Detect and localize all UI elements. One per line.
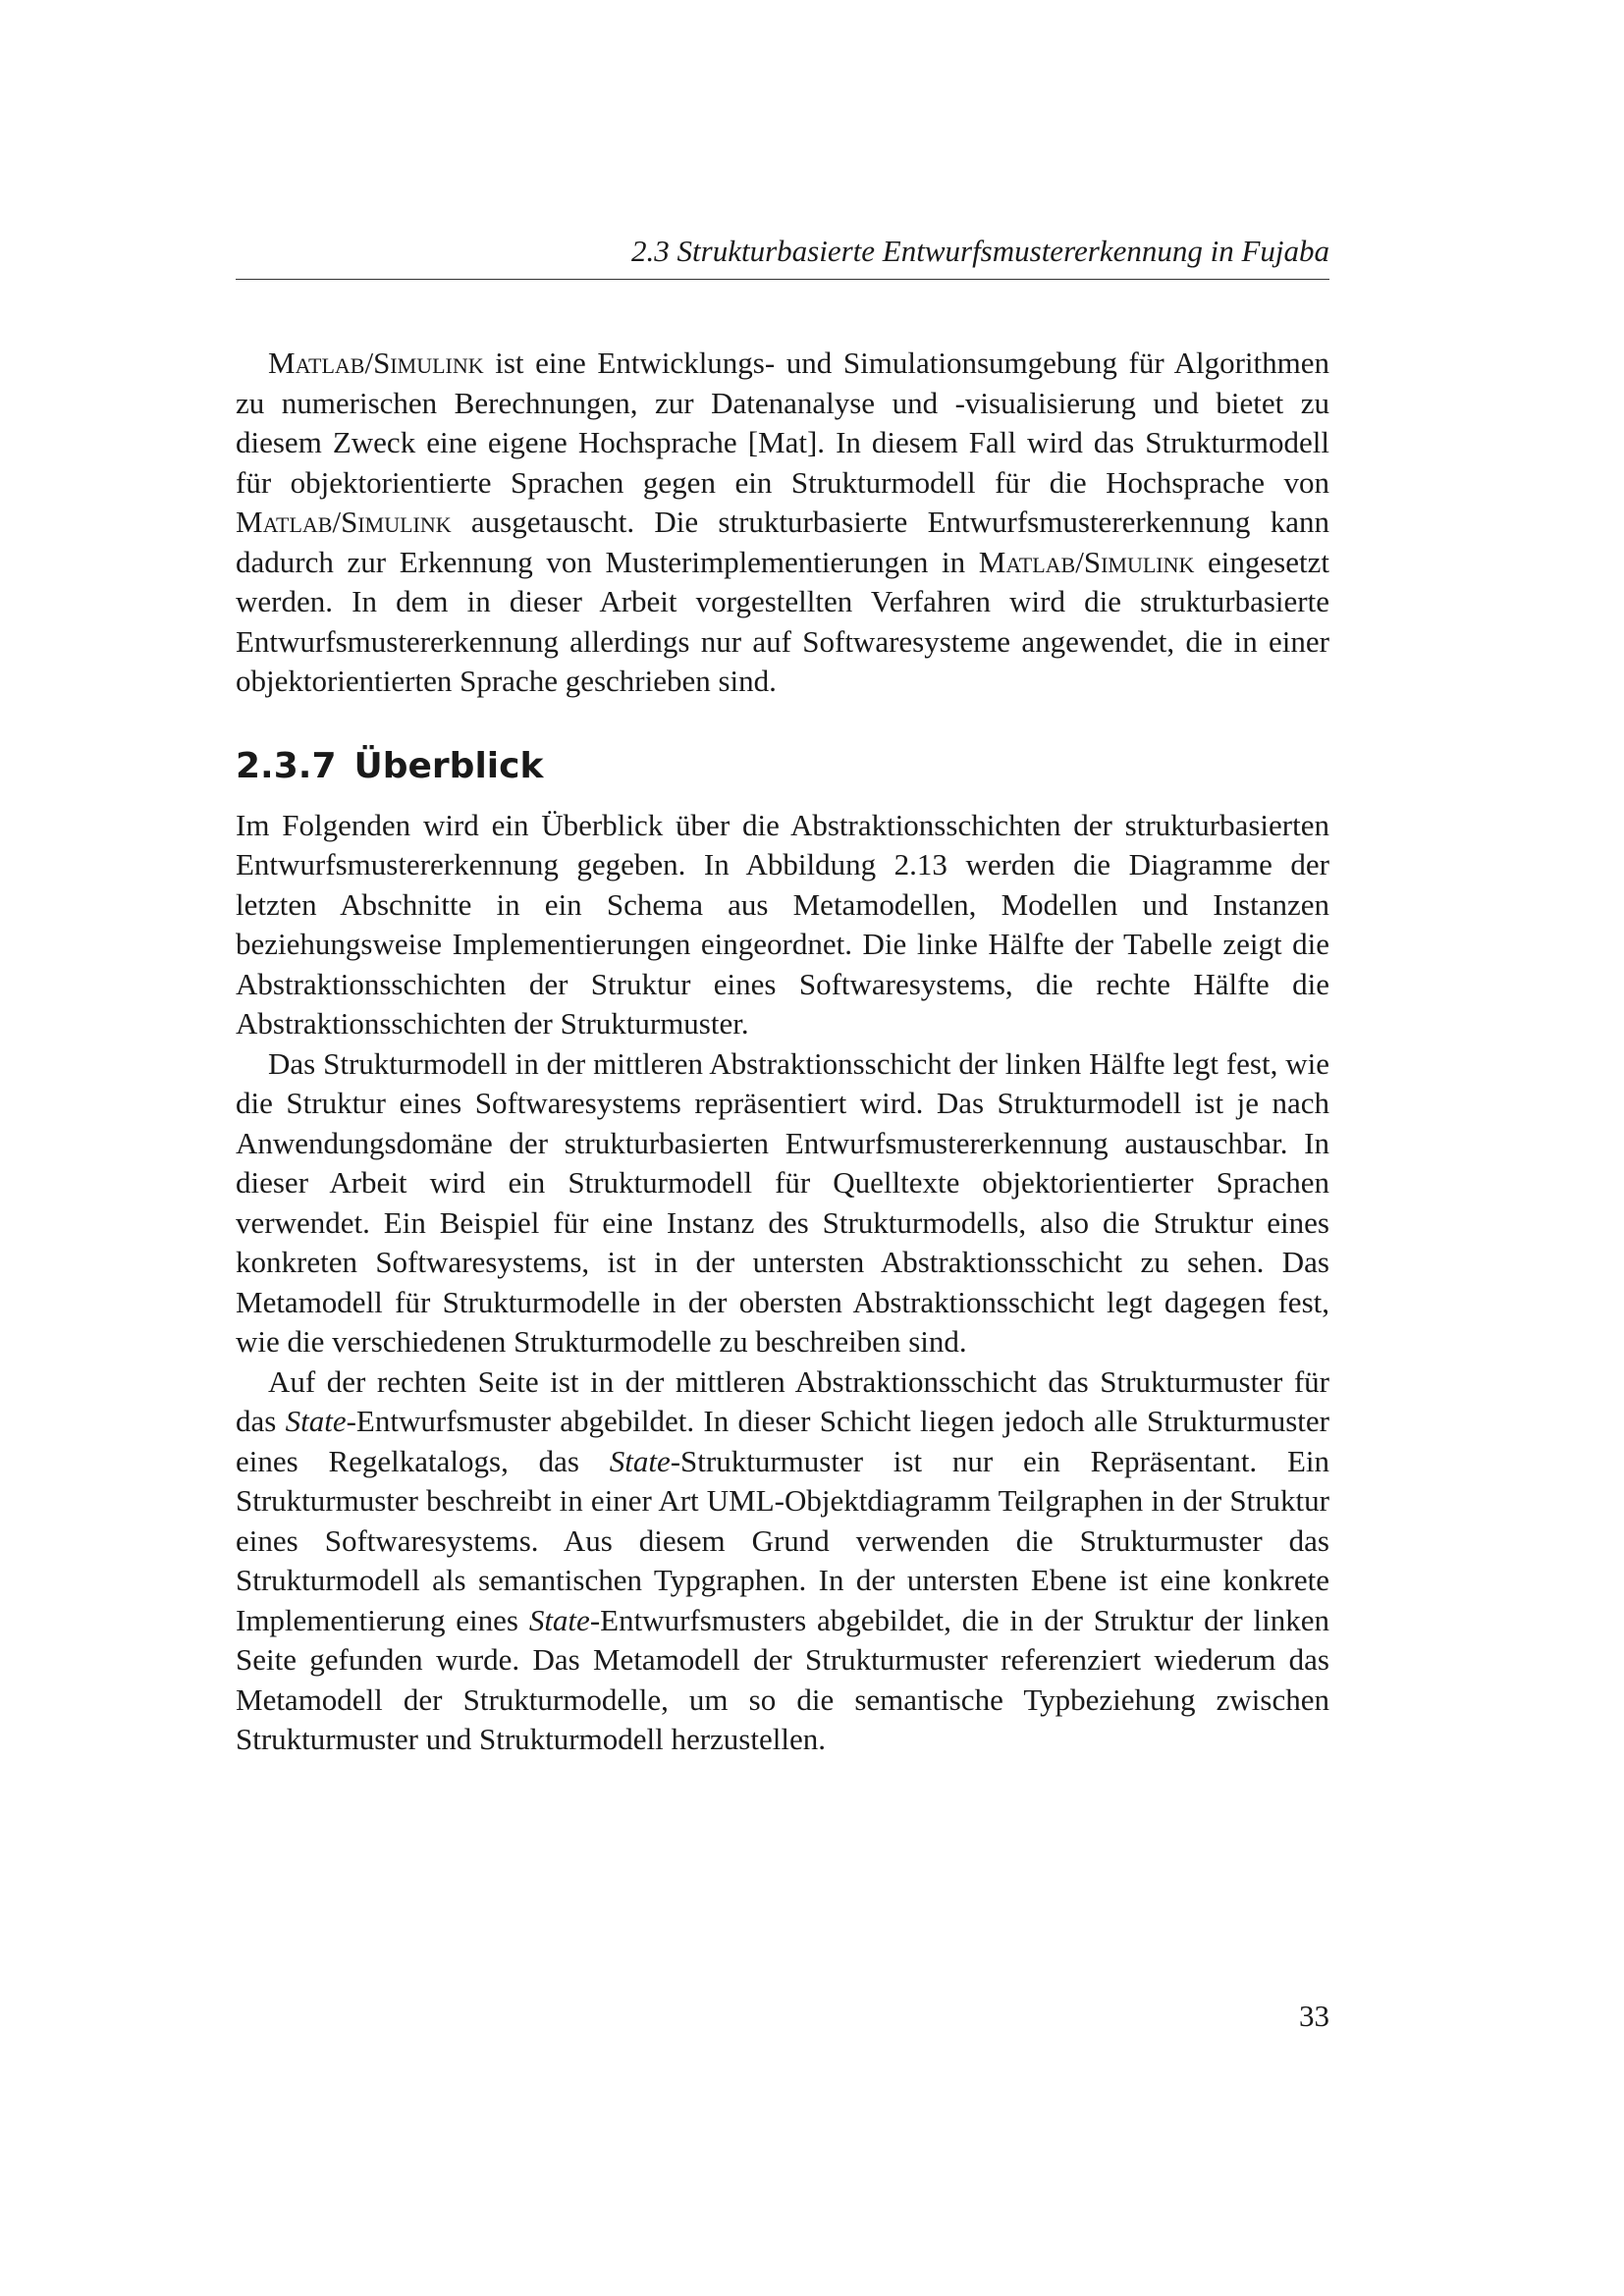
paragraph-text: -Entwurfsmusters abgebildet, die in der Struktur der linken Seite gefunden wurde. Das Metamodell der Strukturmuster referenziert wiederum das Metamodell der Strukturmodelle, um so die semantische Typbeziehung zwischen Strukturmuster und Strukturmodell herzustellen. <box>236 1602 1329 1756</box>
page-number: 33 <box>1299 1999 1329 2033</box>
emphasis-state: State <box>285 1404 347 1438</box>
paragraph-text: ist eine Entwicklungs- und Simulationsumgebung für Algorithmen zu numerischen Berechnungen, zur Datenanalyse und -visualisierung und bietet zu diesem Zweck eine eigene Hochsprache [Mat]. In diesem Fall wird das Strukturmodell für objektorientierte Sprachen gegen ein Strukturmodell für die Hochsprache von <box>236 346 1329 500</box>
body-text <box>236 344 1329 1760</box>
paragraph-text: -Entwurfsmuster abgebildet. In dieser Schicht liegen jedoch alle Strukturmuster eines Regelkatalogs, das <box>236 1404 1329 1478</box>
section-heading <box>236 745 1329 788</box>
section-number: 2.3.7 <box>236 745 337 786</box>
paragraph-text: ausgetauscht. Die strukturbasierte Entwurfsmustererkennung kann dadurch zur Erkennung von Musterimplementierungen in <box>236 505 1329 579</box>
product-name-matlab-simulink: Matlab/Simulink <box>978 544 1195 579</box>
paragraph-text: Auf der rechten Seite ist in der mittleren Abstraktionsschicht das Strukturmuster für das <box>236 1363 1329 1438</box>
paragraph-text: eingesetzt werden. In dem in dieser Arbeit vorgestellten Verfahren wird die strukturbasierte Entwurfsmustererkennung allerdings nur auf Softwaresysteme angewendet, die in einer objektorientierten Sprache geschrieben sind. <box>236 544 1329 698</box>
running-header: 2.3 Strukturbasierte Entwurfsmustererkennung in Fujaba <box>631 234 1329 268</box>
product-name-matlab-simulink: Matlab/Simulink <box>236 505 452 539</box>
paragraph-overview-intro: Im Folgenden wird ein Überblick über die Abstraktionsschichten der strukturbasierten Entwurfsmustererkennung gegeben. In Abbildung 2.13 werden die Diagramme der letzten Abschnitte in ein Schema aus Metamodellen, Modellen und Instanzen beziehungsweise Implementierungen eingeordnet. Die linke Hälfte der Tabelle zeigt die Abstraktionsschichten der Struktur eines Softwaresystems, die rechte Hälfte die Abstraktionsschichten der Strukturmuster. <box>236 807 1329 1041</box>
paragraph-structure-model: Das Strukturmodell in der mittleren Abstraktionsschicht der linken Hälfte legt fest, wie die Struktur eines Softwaresystems repräsentiert wird. Das Strukturmodell ist je nach Anwendungsdomäne der strukturbasierten Entwurfsmustererkennung austauschbar. In dieser Arbeit wird ein Strukturmodell für Quelltexte objektorientierter Sprachen verwendet. Ein Beispiel für eine Instanz des Strukturmodells, also die Struktur eines konkreten Softwaresystems, ist in der untersten Abstraktionsschicht zu sehen. Das Metamodell für Strukturmodelle in der obersten Abstraktionsschicht legt dagegen fest, wie die verschiedenen Strukturmodelle zu beschreiben sind. <box>236 1045 1329 1359</box>
emphasis-state: State <box>609 1443 671 1478</box>
document-page <box>236 0 1329 2296</box>
emphasis-state: State <box>528 1602 590 1637</box>
paragraph-text: -Strukturmuster ist nur ein Repräsentant. Ein Strukturmuster beschreibt in einer Art UML-Objektdiagramm Teilgraphen in der Struktur eines Softwaresystems. Aus diesem Grund verwenden die Strukturmuster das Strukturmodell als semantischen Typgraphen. In der untersten Ebene ist eine konkrete Implementierung eines <box>236 1443 1330 1637</box>
section-title: Überblick <box>353 745 544 786</box>
paragraph-matlab <box>236 344 1329 702</box>
product-name-matlab-simulink: Matlab/Simulink <box>268 346 484 380</box>
paragraph-structure-pattern <box>236 1362 1329 1760</box>
header-rule <box>236 279 1329 280</box>
